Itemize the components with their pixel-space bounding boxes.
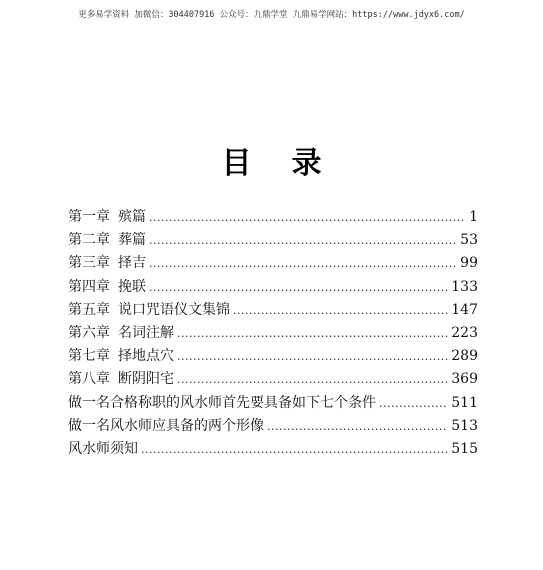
- toc-entry-title: 风水师须知: [68, 440, 138, 457]
- watermark-header: 更多易学资料 加微信：304407916 公众号：九鼎学堂 九鼎易学网站：https://www.jdyx6.com/: [78, 10, 465, 20]
- toc-entry-title: 名词注解: [118, 324, 174, 341]
- toc-dot-leader: [141, 443, 448, 456]
- toc-entry-title: 做一名合格称职的风水师首先要具备如下七个条件: [68, 394, 376, 411]
- toc-entry-title: 做一名风水师应具备的两个形像: [68, 417, 264, 434]
- toc-page-number: 515: [451, 440, 478, 457]
- toc-chapter-label: 第七章: [68, 348, 110, 365]
- toc-entry[interactable]: [68, 229, 478, 252]
- toc-entry-title: 殡篇: [118, 209, 146, 225]
- toc-page-number: 99: [460, 255, 478, 272]
- toc-page-number: 511: [451, 394, 478, 411]
- toc-entry[interactable]: [68, 299, 478, 322]
- toc-page-number: 289: [451, 348, 478, 365]
- toc-chapter-label: 第二章: [68, 232, 110, 249]
- toc-dot-leader: [177, 327, 448, 340]
- toc-page-number: 223: [451, 324, 478, 341]
- toc-dot-leader: [379, 397, 448, 410]
- table-of-contents: [68, 206, 478, 461]
- toc-dot-leader: [149, 234, 457, 247]
- toc-entry[interactable]: [68, 438, 478, 461]
- toc-entry-title: 说口咒语仪文集锦: [118, 301, 230, 318]
- toc-page-number: 147: [451, 301, 478, 318]
- toc-entry[interactable]: [68, 252, 478, 275]
- toc-dot-leader: [177, 373, 448, 386]
- toc-dot-leader: [177, 350, 448, 363]
- page-title: 目录: [221, 146, 362, 181]
- toc-entry-title: 断阴阳宅: [118, 371, 174, 388]
- toc-page-number: 1: [469, 209, 478, 225]
- toc-entry-title: 葬篇: [118, 232, 146, 249]
- toc-page-number: 133: [451, 278, 478, 295]
- toc-entry-title: 挽联: [118, 278, 146, 295]
- toc-chapter-label: 第六章: [68, 324, 110, 341]
- toc-chapter-label: 第一章: [68, 209, 110, 225]
- toc-entry[interactable]: [68, 206, 478, 229]
- toc-dot-leader: [233, 304, 448, 317]
- toc-dot-leader: [149, 211, 465, 224]
- toc-entry[interactable]: [68, 345, 478, 368]
- toc-chapter-label: 第五章: [68, 301, 110, 318]
- toc-dot-leader: [267, 420, 448, 433]
- toc-dot-leader: [149, 281, 448, 294]
- toc-page-number: 369: [451, 371, 478, 388]
- toc-chapter-label: 第三章: [68, 255, 110, 272]
- toc-entry[interactable]: [68, 392, 478, 415]
- toc-entry[interactable]: [68, 276, 478, 299]
- toc-entry[interactable]: [68, 322, 478, 345]
- toc-page-number: 513: [451, 417, 478, 434]
- toc-dot-leader: [149, 257, 457, 270]
- toc-entry-title: 择地点穴: [118, 348, 174, 365]
- toc-entry-title: 择吉: [118, 255, 146, 272]
- toc-entry[interactable]: [68, 415, 478, 438]
- toc-chapter-label: 第八章: [68, 371, 110, 388]
- toc-page-number: 53: [460, 232, 478, 249]
- toc-entry[interactable]: [68, 368, 478, 391]
- toc-chapter-label: 第四章: [68, 278, 110, 295]
